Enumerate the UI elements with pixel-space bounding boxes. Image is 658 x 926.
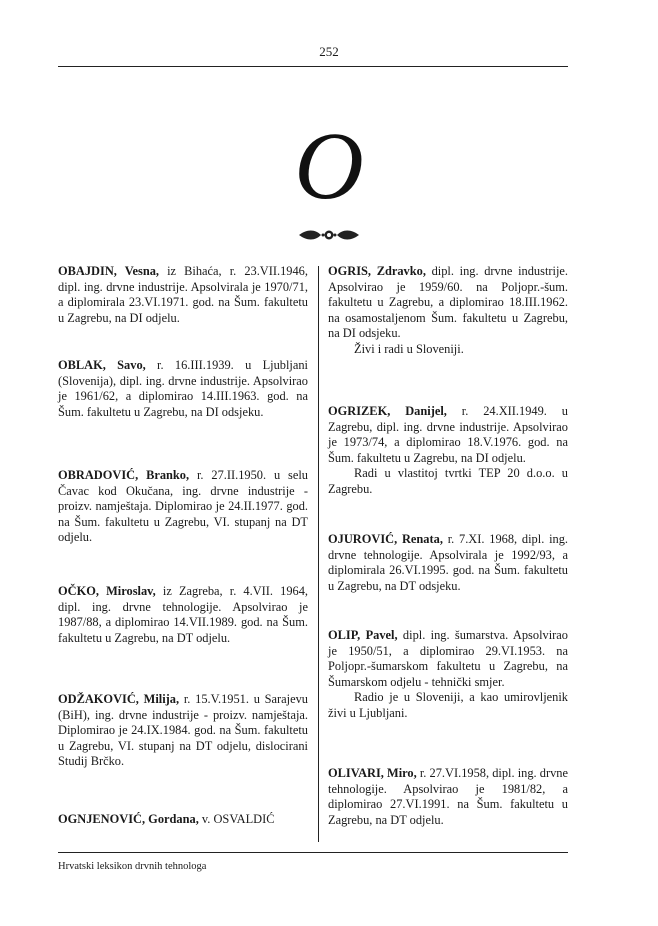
column-divider (318, 266, 319, 842)
lexicon-entry (58, 584, 308, 646)
entry-text: r. 27.VI.1958, dipl. ing. drvne tehnologije. Apsolvirao je 1981/82, a diplomirao 27.VI.1991. na Šum. fakultetu u Zagrebu, na DT odjelu. (328, 766, 568, 827)
entry-text: iz Zagreba, r. 4.VII. 1964, dipl. ing. drvne tehnologije. Apsolvirao je 1987/88, a diplomirao 14.VII.1989. god. na Šum. fakultetu u Zagrebu, na DT odjelu. (58, 584, 309, 645)
entry-headword: OČKO, Miroslav, (58, 584, 156, 598)
lexicon-entry (58, 692, 308, 770)
entry-headword: OLIP, Pavel, (328, 628, 398, 642)
entry-note: Radio je u Sloveniji, a kao umirovljenik živi u Ljubljani. (328, 690, 568, 720)
running-footer: Hrvatski leksikon drvnih tehnologa (58, 861, 207, 872)
entry-text: r. 16.III.1939. u Ljubljani (Slovenija), dipl. ing. drvne industrije. Apsolvirao je 1961/62, a diplomirao 14.III.1963. god. na Šum. fakultetu u Zagrebu, na DI odsjeku. (58, 358, 308, 419)
flourish-ornament-icon (297, 228, 361, 242)
entry-headword: OBLAK, Savo, (58, 358, 146, 372)
lexicon-entry (58, 264, 308, 326)
entry-note: Radi u vlastitoj tvrtki TEP 20 d.o.o. u Zagrebu. (328, 466, 568, 496)
entry-headword: ODŽAKOVIĆ, Milija, (58, 692, 180, 706)
entry-text: r. 27.II.1950. u selu Čavac kod Okučana, ing. drvne industrije - proizv. namještaja. Diplomirao je 24.II.1977. god. na Šum. fakultetu u Zagrebu, VI. stupanj na DT odjelu. (58, 468, 308, 545)
header-rule (58, 66, 568, 67)
lexicon-entry (328, 766, 568, 828)
entry-headword: OJUROVIĆ, Renata, (328, 532, 443, 546)
lexicon-entry (328, 264, 568, 358)
lexicon-entry (328, 628, 568, 722)
entry-headword: OGRIS, Zdravko, (328, 264, 426, 278)
entry-text: v. OSVALDIĆ (198, 812, 275, 826)
lexicon-entry (58, 812, 308, 828)
section-letter: O (294, 112, 364, 219)
entry-text: iz Bihaća, r. 23.VII.1946, dipl. ing. drvne industrije. Apsolvirala je 1970/71, a diplomirala 23.VI.1971. god. na Šum. fakultetu u Zagrebu, na DI odjelu. (58, 264, 308, 325)
entry-text: r. 15.V.1951. u Sarajevu (BiH), ing. drvne industrije - proizv. namještaja. Diplomirao je 24.IX.1984. god. na Šum. fakultetu u Zagrebu, VI. stupanj na DT odjelu, dislocirani Studij Brčko. (58, 692, 308, 769)
entry-headword: OBRADOVIĆ, Branko, (58, 468, 190, 482)
entry-note: Živi i radi u Sloveniji. (354, 341, 464, 356)
footer-rule (58, 852, 568, 853)
entry-text: r. 7.XI. 1968, dipl. ing. drvne tehnologije. Apsolvirala je 1992/93, a diplomirala 26.VI.1995. god. na Šum. fakultetu u Zagrebu, na DT odsjeku. (328, 532, 568, 593)
lexicon-entry (58, 468, 308, 546)
entry-text: dipl. ing. drvne industrije. Apsolvirao je 1959/60. na Poljopr.-šum. fakultetu u Zagrebu, a diplomirao 18.III.1962. na osamostaljenom Šum. fakultetu u Zagrebu, na DI odsjeku. (328, 264, 568, 341)
entry-text: r. 24.XII.1949. u Zagrebu, dipl. ing. drvne industrije. Apsolvirao je 1973/74, a diplomirao 18.V.1976. god. na Šum. fakultetu u Zagrebu, na DI odjelu. (328, 404, 568, 465)
entry-headword: OBAJDIN, Vesna, (58, 264, 160, 278)
page-number: 252 (319, 44, 339, 59)
ornament-divider (0, 228, 658, 248)
entry-text: dipl. ing. šumarstva. Apsolvirao je 1950/51, a diplomirao 29.VI.1953. na Poljopr.-šumarskom fakultetu u Zagrebu, na Šumarskom odjelu - tehnički smjer. (328, 628, 568, 689)
entry-headword: OGRIZEK, Danijel, (328, 404, 447, 418)
lexicon-entry (58, 358, 308, 420)
lexicon-entry (328, 404, 568, 498)
entry-headword: OLIVARI, Miro, (328, 766, 417, 780)
lexicon-entry (328, 532, 568, 594)
entry-headword: OGNJENOVIĆ, Gordana, (58, 812, 199, 826)
